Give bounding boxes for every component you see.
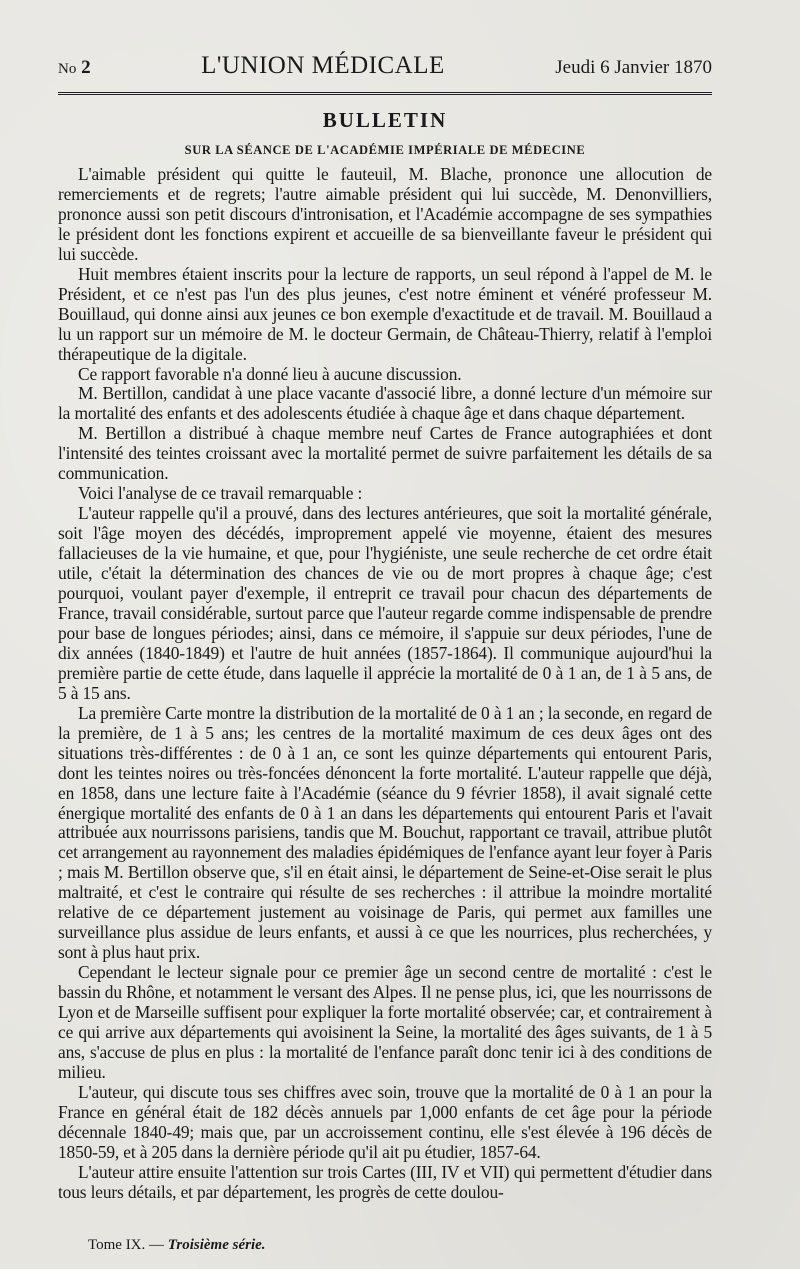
page-footer bbox=[88, 1237, 266, 1254]
paragraph: M. Bertillon a distribué à chaque membre neuf Cartes de France autographiées et dont l'intensité des teintes croissant avec la mortalité permet de suivre parfaitement les détails de sa communication. bbox=[58, 423, 712, 484]
journal-title: L'UNION MÉDICALE bbox=[201, 52, 445, 79]
article-heading: BULLETIN bbox=[322, 108, 448, 132]
article-body bbox=[58, 165, 712, 1203]
paragraph: Cependant le lecteur signale pour ce premier âge un second centre de mortalité : c'est le bassin du Rhône, et notamment le versant des Alpes. Il ne pense plus, ici, que les nourrissons de Lyon et de Marseille suffisent pour expliquer la forte mortalité observée; car, et contrairement à ce qui arrive aux départements qui avoisinent la Seine, la mortalité des âges suivants, de 1 à 5 ans, s'accuse de plus en plus : la mortalité de l'enfance paraît donc tenir ici à des conditions de milieu. bbox=[58, 962, 712, 1082]
masthead bbox=[58, 52, 712, 86]
paragraph: L'aimable président qui quitte le fauteuil, M. Blache, prononce une allocution de remerciements et de regrets; l'autre aimable président qui lui succède, M. Denonvilliers, prononce aussi son petit discours d'intronisation, et l'Académie accompagne de ses sympathies le président dont les fonctions expirent et accueille de sa bienveillante faveur le président qui lui succède. bbox=[58, 164, 712, 264]
issue-date: Jeudi 6 Janvier 1870 bbox=[555, 57, 712, 78]
series-label: Troisième série. bbox=[167, 1237, 266, 1253]
paragraph: M. Bertillon, candidat à une place vacante d'associé libre, a donné lecture d'un mémoire sur la mortalité des enfants et des adolescents étudiée à chaque âge et dans chaque département. bbox=[58, 383, 712, 424]
issue-prefix: No bbox=[58, 61, 77, 77]
paragraph: L'auteur, qui discute tous ses chiffres avec soin, trouve que la mortalité de 0 à 1 an pour la France en général était de 182 décès annuels par 1,000 enfants de cet âge pour la période décennale 1840-49; mais que, par un accroissement continu, elle s'est élevée à 196 décès de 1850-59, et à 205 dans la dernière période qu'il ait pu étudier, 1857-64. bbox=[58, 1081, 712, 1162]
article-subheading: SUR LA SÉANCE DE L'ACADÉMIE IMPÉRIALE DE MÉDECINE bbox=[184, 143, 586, 157]
paragraph: Ce rapport favorable n'a donné lieu à aucune discussion. bbox=[78, 363, 462, 384]
header-divider bbox=[58, 92, 712, 95]
issue-number-value: 2 bbox=[81, 57, 91, 78]
paragraph: La première Carte montre la distribution de la mortalité de 0 à 1 an ; la seconde, en regard de la première, de 1 à 5 ans; les centres de la mortalité maximum de ces deux âges ont des situations très-différentes : de 0 à 1 an, ce sont les quinze départements qui entourent Paris, dont les teintes noires ou très-foncées dénoncent la forte mortalité. L'auteur rappelle que déjà, en 1858, dans une lecture faite à l'Académie (séance du 9 février 1858), il avait signalé cette énergique mortalité des enfants de 0 à 1 an dans les départements qui entourent Paris et l'avait attribuée aux nourrissons parisiens, tandis que M. Bouchut, rapportant ce travail, attribue plutôt cet arrangement au rayonnement des maladies épidémiques de l'enfance ayant leur foyer à Paris ; mais M. Bertillon observe que, s'il en était ainsi, le département de Seine-et-Oise serait le plus maltraité, et c'est le contraire qui résulte de ses recherches : il attribue la moindre mortalité relative de ce département justement au voisinage de Paris, qui permet aux familles une surveillance plus assidue de leurs enfants, et aussi à ce que les nourrices, plus recherchées, y sont à plus haut prix. bbox=[58, 702, 712, 963]
paragraph: L'auteur attire ensuite l'attention sur trois Cartes (III, IV et VII) qui permettent d'étudier dans tous leurs détails, et par département, les progrès de cette doulou- bbox=[58, 1161, 712, 1202]
issue-number bbox=[58, 57, 91, 79]
volume-label: Tome IX. — bbox=[88, 1237, 165, 1253]
paragraph: Voici l'analyse de ce travail remarquable : bbox=[78, 483, 363, 504]
paragraph: Huit membres étaient inscrits pour la lecture de rapports, un seul répond à l'appel de M. le Président, et ce n'est pas l'un des plus jeunes, c'est notre éminent et vénéré professeur M. Bouillaud, qui donne ainsi aux jeunes ce bon exemple d'exactitude et de travail. M. Bouillaud a lu un rapport sur un mémoire de M. le docteur Germain, de Château-Thierry, relatif à l'emploi thérapeutique de la digitale. bbox=[58, 263, 712, 364]
paragraph: L'auteur rappelle qu'il a prouvé, dans des lectures antérieures, que soit la mortalité générale, soit l'âge moyen des décédés, improprement appelé vie moyenne, étaient des mesures fallacieuses de la vie humaine, et que, pour l'hygiéniste, une seule recherche de cet ordre était utile, c'était la détermination des chances de vie ou de mort propres à chaque âge; c'est pourquoi, voulant payer d'exemple, il entreprit ce travail pour chacun des départements de France, travail considérable, surtout parce que l'auteur regarde comme indispensable de prendre pour base de longues périodes; ainsi, dans ce mémoire, il s'appuie sur deux périodes, l'une de dix années (1840-1849) et l'autre de huit années (1857-1864). Il communique aujourd'hui la première partie de cette étude, dans laquelle il apprécie la mortalité de 0 à 1 an, de 1 à 5 ans, de 5 à 15 ans. bbox=[58, 503, 712, 703]
